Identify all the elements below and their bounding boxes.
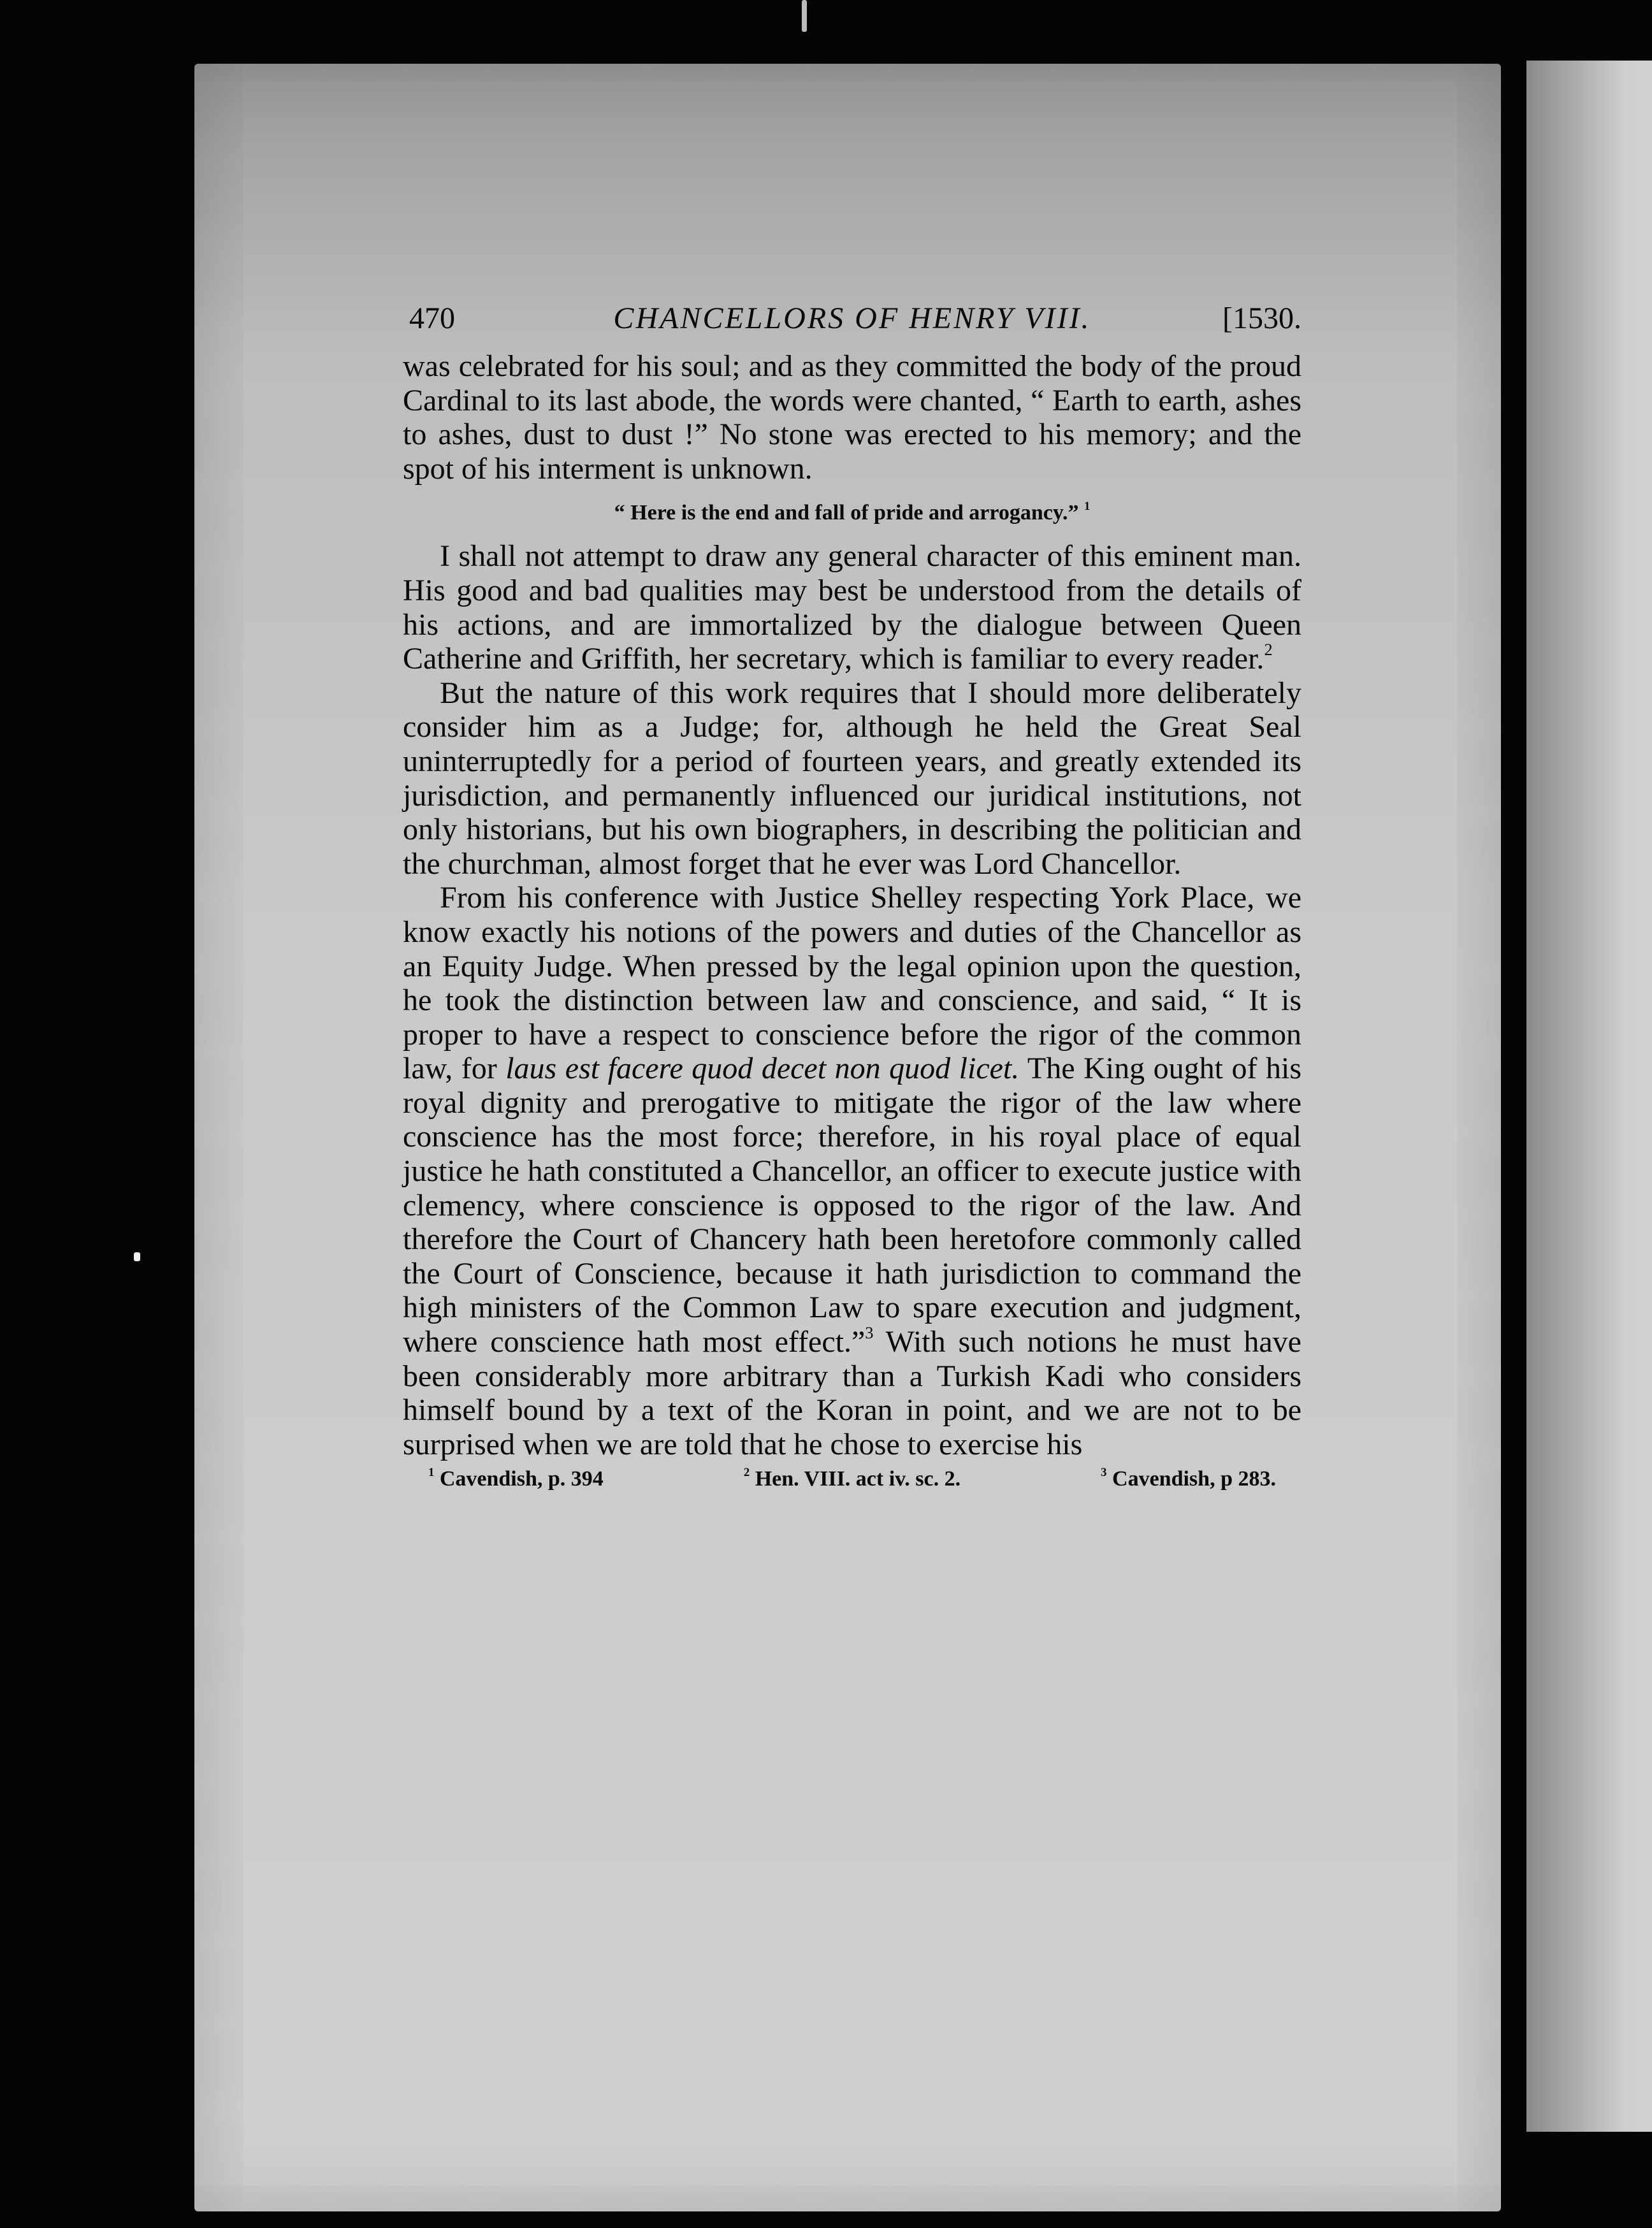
paragraph-judge: But the nature of this work requires that I should more deliberately consider him as a Judge; for, although he held the Great Seal uninterruptedly for a period of fourteen years, and greatly extended its jurisdiction, and permanently influenced our juridical institutions, not only historians, but his own biographers, in describing the politician and the churchman, almost forget that he ever was Lord Chancellor.	[403, 676, 1301, 881]
adjacent-page-edge	[1526, 61, 1652, 2132]
running-head	[403, 300, 1301, 338]
note-marker: 2	[1264, 640, 1273, 660]
page-number: 470	[409, 301, 455, 335]
footnote-1	[428, 1465, 604, 1493]
paragraph-equity-text: From his conference with Justice Shelley respecting York Place, we know exactly his notions of the powers and duties of the Chancellor as an Equity Judge. When pressed by the legal opinion upon the question, he took the distinction between law and conscience, and said, “ It is proper to have a respect to conscience before the rigor of the common law, for	[403, 881, 1301, 1086]
paragraph-equity-quote: The King ought of his royal dignity and prerogative to mitigate the rigor of the law where conscience has the most force; therefore, in his royal place of equal justice he hath constituted a Chancellor, an officer to execute justice with clemency, where conscience is opposed to the rigor of the law. And therefore the Court of Chancery hath been heretofore commonly called the Court of Conscience, because it hath jurisdiction to command the high ministers of the Common Law to spare execution and judgment, where conscience hath most effect.”	[403, 1052, 1301, 1359]
footnote-2	[744, 1465, 960, 1493]
note-marker: 3	[865, 1322, 874, 1342]
epigraph-text: “ Here is the end and fall of pride and arrogancy.”	[614, 501, 1079, 525]
paragraph-character-text: I shall not attempt to draw any general character of this eminent man. His good and bad qualities may best be understood from the details of his actions, and are immortalized by the dialogue between Queen Catherine and Griffith, her secretary, which is familiar to every reader.	[403, 539, 1301, 676]
epigraph-quote	[403, 498, 1301, 528]
footnote-1-text: Cavendish, p. 394	[439, 1467, 604, 1491]
paragraph-equity-end: With such notions he must have been considerably more arbitrary than a Turkish Kadi who considers himself bound by a text of the Koran in point, and we are not to be surprised when we are told that he chose to exercise his	[403, 1325, 1301, 1461]
paragraph-equity	[403, 881, 1301, 1461]
footnotes	[403, 1461, 1301, 1493]
latin-phrase: laus est facere quod decet non quod licet.	[505, 1052, 1020, 1086]
scan-speck	[802, 0, 807, 32]
running-title: CHANCELLORS OF HENRY VIII.	[613, 301, 1091, 335]
running-year: [1530.	[1222, 301, 1301, 335]
footnote-marker: 1	[428, 1466, 435, 1480]
paragraph-burial: was celebrated for his soul; and as they committed the body of the proud Cardinal to its last abode, the words were chanted, “ Earth to earth, ashes to ashes, dust to dust !” No stone was erected to his memory; and the spot of his interment is unknown.	[403, 349, 1301, 486]
footnote-3-text: Cavendish, p 283.	[1112, 1467, 1276, 1491]
paragraph-character	[403, 539, 1301, 676]
footnote-2-text: Hen. VIII. act iv. sc. 2.	[755, 1467, 961, 1491]
footnote-marker: 3	[1101, 1466, 1107, 1480]
footnote-3	[1101, 1465, 1276, 1493]
note-marker: 1	[1083, 500, 1090, 514]
scan-speck	[134, 1252, 140, 1261]
page-text	[403, 300, 1301, 1493]
footnote-marker: 2	[743, 1466, 750, 1480]
